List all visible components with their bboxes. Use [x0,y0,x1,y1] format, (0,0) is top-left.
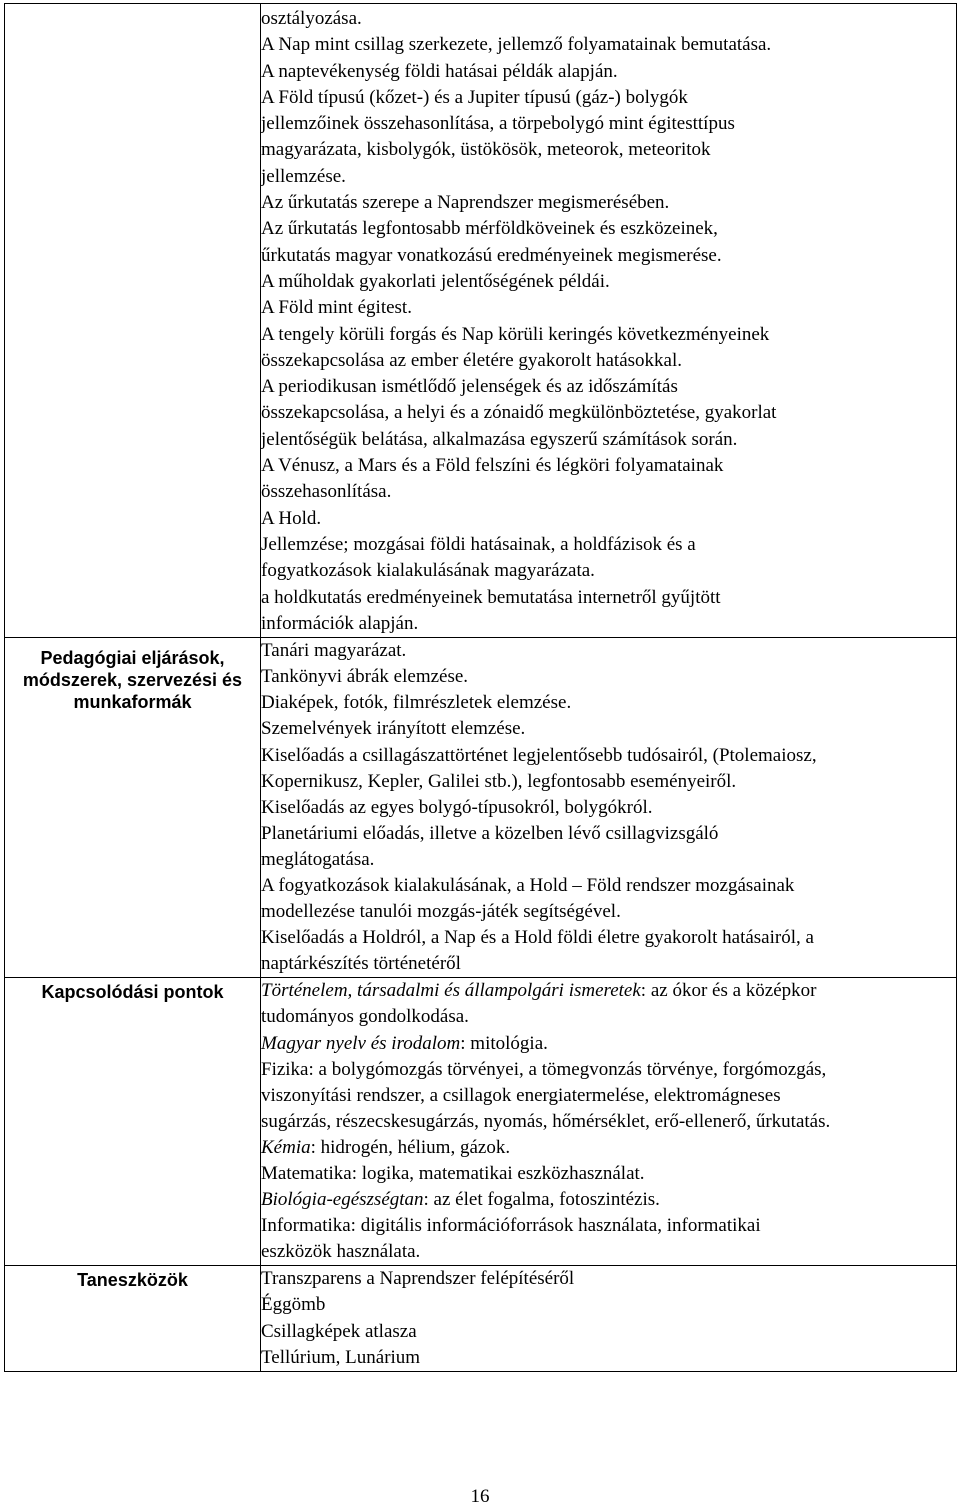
tools-line: Transzparens a Naprendszer felépítéséről [261,1268,575,1290]
subject-name: Magyar nyelv és irodalom [261,1032,461,1054]
tools-cell [261,1266,957,1371]
connections-line [261,1187,956,1213]
content-row [5,4,957,638]
content-cell [261,4,957,638]
pedagogical-line: Kiselőadás az egyes bolygó-típusokról, bolygókról. [261,796,653,818]
content-line: A tengely körüli forgás és Nap körüli keringés következményeinek [261,323,770,345]
tools-line: Tellúrium, Lunárium [261,1346,421,1368]
connections-label: Kapcsolódási pontok [41,982,224,1003]
pedagogical-line: Kiselőadás a csillagászattörténet legjelentősebb tudósairól, (Ptolemaiosz, [261,744,817,766]
tools-row [5,1266,957,1371]
content-line: összekapcsolása az ember életére gyakorolt hatásokkal. [261,349,682,371]
content-line: összehasonlítása. [261,481,392,503]
content-line: a holdkutatás eredményeinek bemutatása internetről gyűjtött [261,586,721,608]
pedagogical-line: Tanári magyarázat. [261,640,407,662]
tools-line: Éggömb [261,1294,326,1316]
content-line: fogyatkozások kialakulásának magyarázata. [261,560,595,582]
tools-label-cell [5,1266,261,1371]
content-line: A műholdak gyakorlati jelentőségének példái. [261,270,610,292]
content-line: jellemzőinek összehasonlítása, a törpebolygó mint égitesttípus [261,113,735,135]
content-line: A Vénusz, a Mars és a Föld felszíni és légköri folyamatainak [261,455,724,477]
connections-line: Informatika: digitális információforrások használata, informatikai [261,1215,761,1237]
subject-topics: : hidrogén, hélium, gázok. [310,1136,511,1158]
pedagogical-line: Diaképek, fotók, filmrészletek elemzése. [261,692,572,714]
content-line: A Nap mint csillag szerkezete, jellemző folyamatainak bemutatása. [261,34,772,56]
connections-line: Matematika: logika, matematikai eszközhasználat. [261,1163,645,1184]
content-line: A Föld típusú (kőzet-) és a Jupiter típusú (gáz-) bolygók [261,86,688,108]
content-line: A Föld mint égitest. [261,297,412,319]
subject-topics: : mitológia. [460,1032,548,1054]
connections-line: Fizika: a bolygómozgás törvényei, a tömegvonzás törvénye, forgómozgás, [261,1058,827,1080]
content-label-cell [5,4,261,638]
connections-line [261,1135,956,1161]
pedagogical-cell [261,638,957,978]
pedagogical-line: naptárkészítés történetéről [261,953,461,975]
pedagogical-line: Planetáriumi előadás, illetve a közelben lévő csillagvizsgáló [261,822,719,844]
connections-line: eszközök használata. [261,1241,421,1263]
pedagogical-row [5,638,957,978]
connections-row [5,978,957,1266]
content-line: magyarázata, kisbolygók, üstökösök, meteorok, meteoritok [261,139,711,161]
subject-name: Biológia-egészségtan [261,1189,424,1211]
content-line: összekapcsolása, a helyi és a zónaidő megkülönböztetése, gyakorlat [261,402,777,424]
page-number: 16 [470,1486,490,1507]
connections-label-cell [5,978,261,1266]
content-line: Az űrkutatás legfontosabb mérföldköveinek és eszközeinek, [261,218,718,240]
subject-topics: : az élet fogalma, fotoszintézis. [423,1189,660,1211]
pedagogical-line: Kiselőadás a Holdról, a Nap és a Hold földi életre gyakorolt hatásairól, a [261,927,814,949]
content-line: A naptevékenység földi hatásai példák alapján. [261,60,618,82]
connections-line: viszonyítási rendszer, a csillagok energiatermelése, elektromágneses [261,1084,781,1106]
subject-topics: : az ókor és a középkor [640,980,817,1002]
pedagogical-line: Tankönyvi ábrák elemzése. [261,666,469,688]
content-line: osztályozása. [261,8,362,29]
curriculum-table [4,3,957,1372]
pedagogical-line: A fogyatkozások kialakulásának, a Hold – Föld rendszer mozgásainak [261,874,795,896]
pedagogical-line: Szemelvények irányított elemzése. [261,718,526,740]
content-line: Jellemzése; mozgásai földi hatásainak, a holdfázisok és a [261,533,696,555]
pedagogical-line: modellezése tanulói mozgás-játék segítségével. [261,901,621,923]
connections-line [261,1031,956,1057]
tools-label: Taneszközök [77,1270,188,1291]
content-line: űrkutatás magyar vonatkozású eredményeinek megismerése. [261,244,722,266]
connections-cell [261,978,957,1266]
content-line: Az űrkutatás szerepe a Naprendszer megismerésében. [261,192,670,214]
connections-line [261,978,956,1004]
connections-line: sugárzás, részecskesugárzás, nyomás, hőmérséklet, erő-ellenerő, űrkutatás. [261,1110,831,1132]
content-line: információk alapján. [261,612,419,634]
pedagogical-label: Pedagógiai eljárások, módszerek, szervezési és munkaformák [22,648,243,713]
tools-line: Csillagképek atlasza [261,1320,417,1342]
content-line: jelentőségük belátása, alkalmazása egyszerű számítások során. [261,428,738,450]
connections-line: tudományos gondolkodása. [261,1006,469,1028]
pedagogical-line: Kopernikusz, Kepler, Galilei stb.), legfontosabb eseményeiről. [261,770,737,792]
pedagogical-line: meglátogatása. [261,848,375,870]
pedagogical-label-cell [5,638,261,978]
content-line: jellemzése. [261,165,346,187]
subject-name: Kémia [261,1136,311,1158]
content-line: A periodikusan ismétlődő jelenségek és az időszámítás [261,376,678,398]
content-line: A Hold. [261,507,322,529]
subject-name: Történelem, társadalmi és állampolgári ismeretek [261,980,641,1002]
